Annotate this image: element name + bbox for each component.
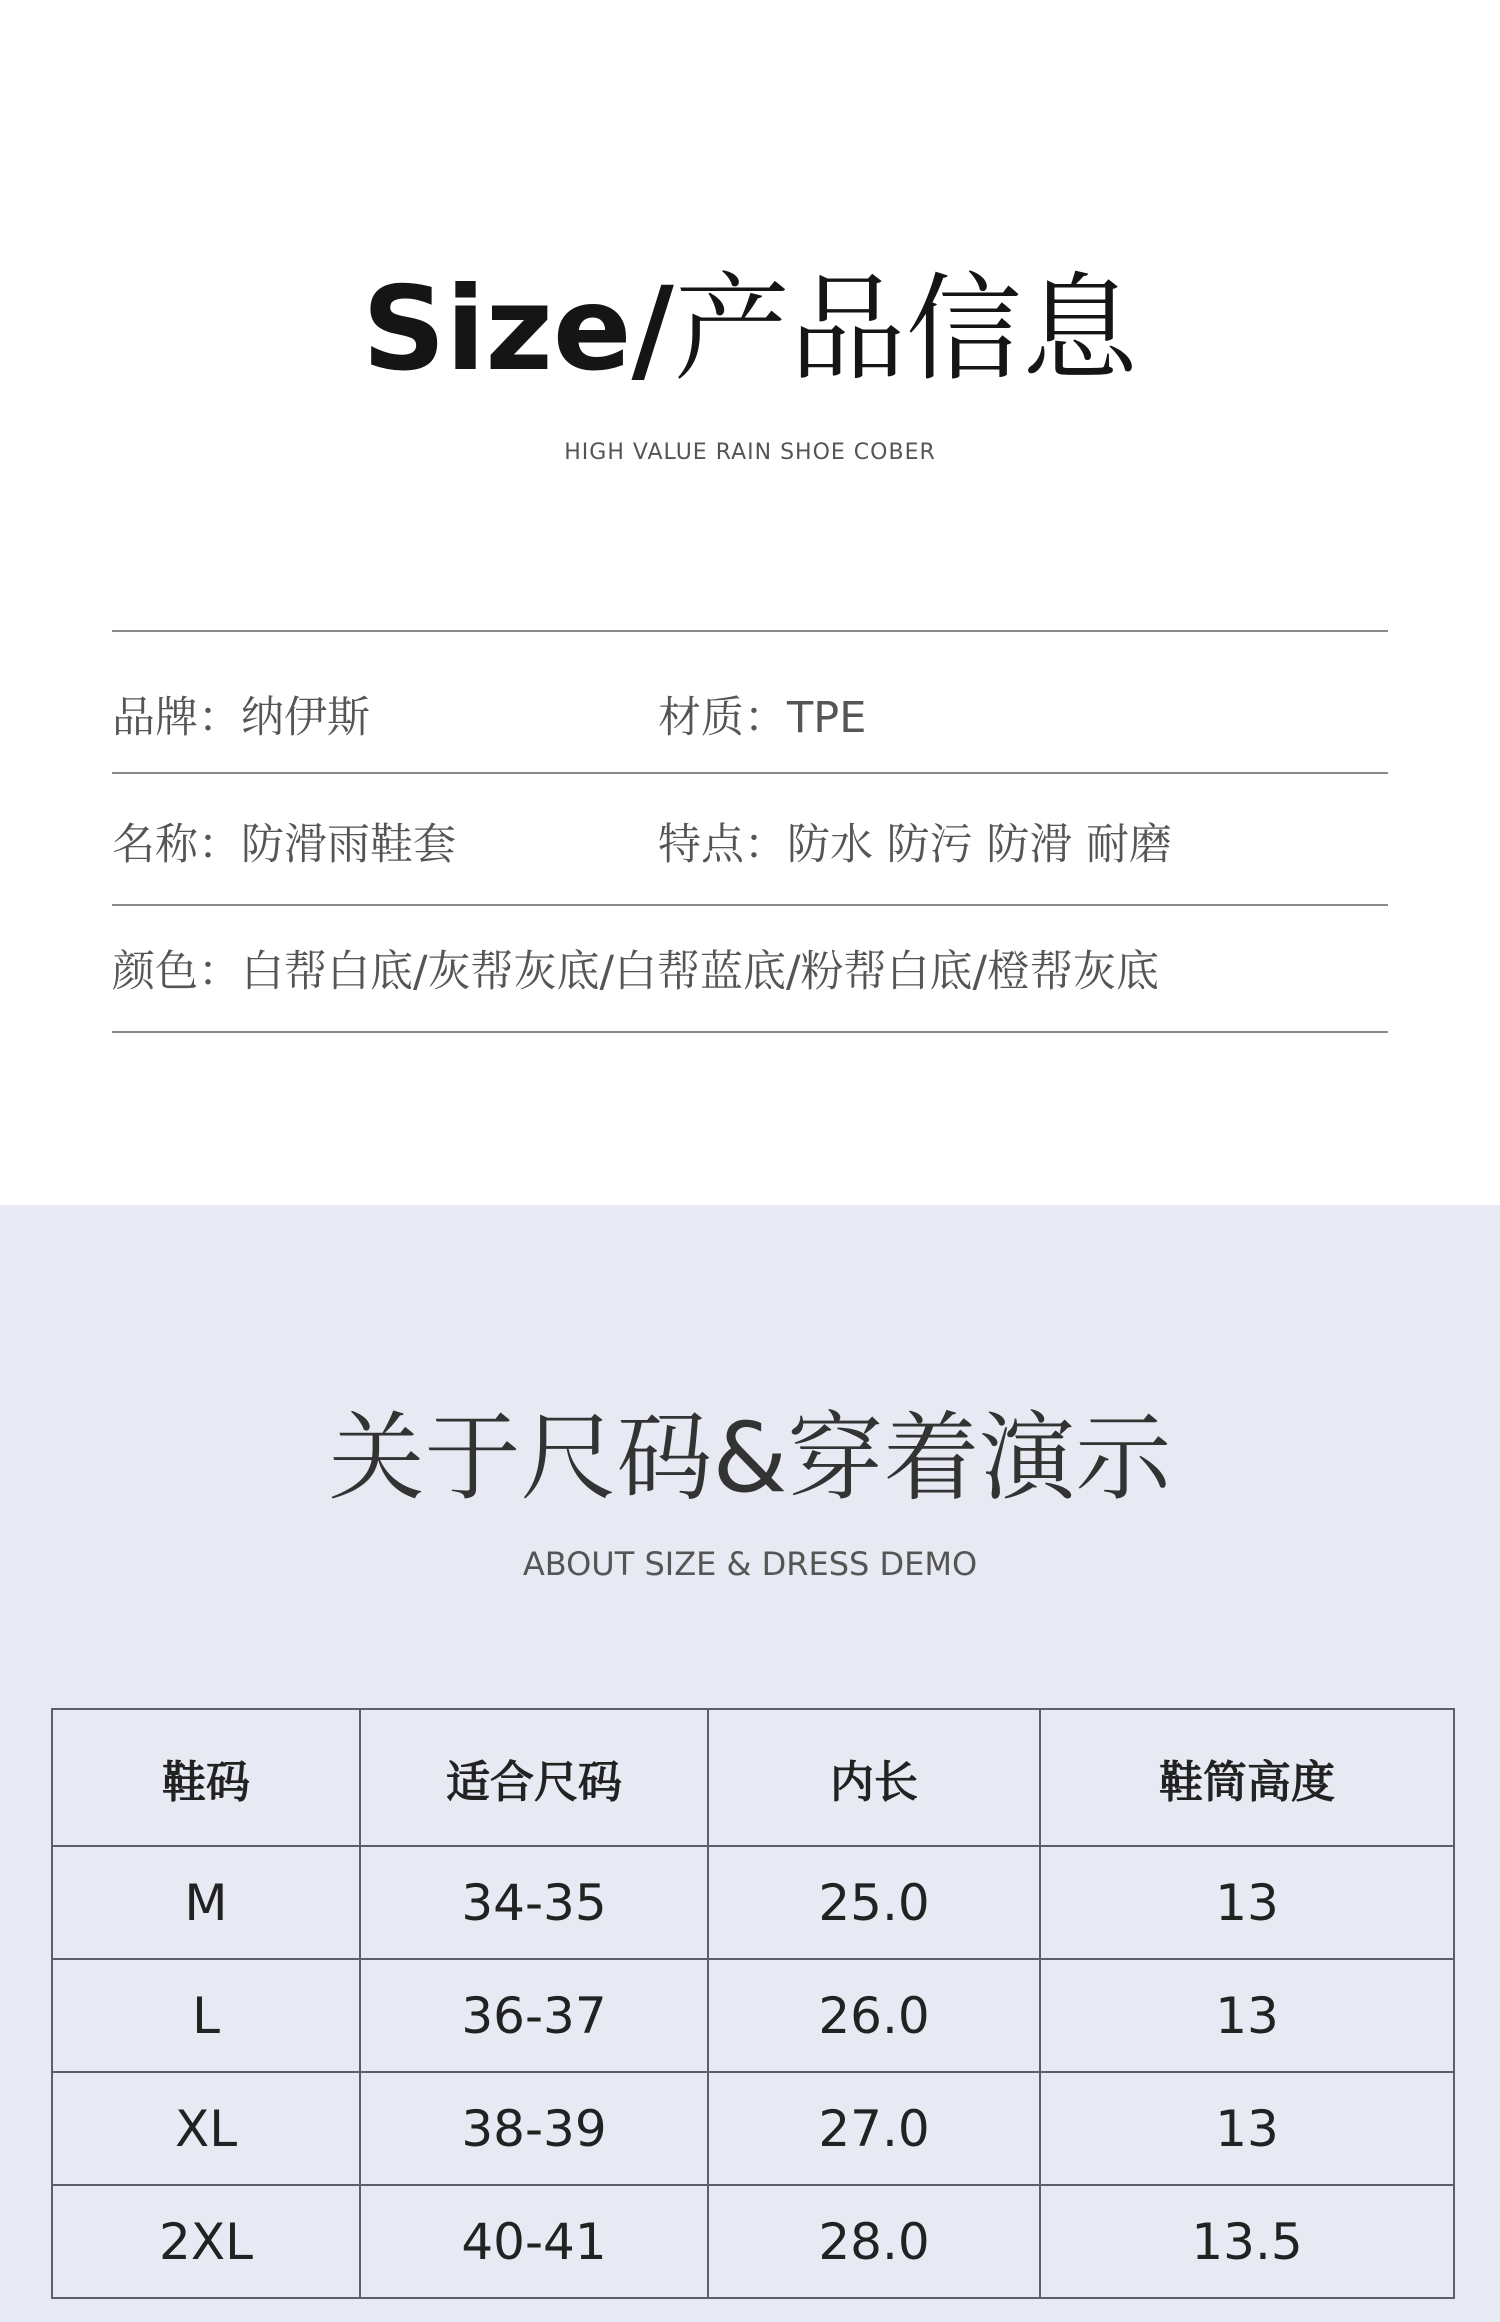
table-cell: 34-35 [360,1846,708,1959]
header-fit-size: 适合尺码 [360,1709,708,1846]
table-cell: XL [52,2072,360,2185]
page-title-en: Size/ [362,262,674,397]
header-shoe-size: 鞋码 [52,1709,360,1846]
page-title [0,255,1500,405]
table-cell: 13 [1040,1959,1454,2072]
table-header-row [52,1709,1454,1846]
table-cell: 38-39 [360,2072,708,2185]
table-cell: 2XL [52,2185,360,2298]
size-table [51,1708,1455,2299]
name-info: 名称：防滑雨鞋套 [112,820,456,870]
table-cell: 27.0 [708,2072,1040,2185]
table-cell: 13.5 [1040,2185,1454,2298]
table-cell: 40-41 [360,2185,708,2298]
table-cell: 28.0 [708,2185,1040,2298]
features-info: 特点：防水 防污 防滑 耐磨 [658,820,1173,870]
table-cell: 26.0 [708,1959,1040,2072]
table-row [52,1846,1454,1959]
material-info: 材质：TPE [658,693,867,743]
table-row [52,1959,1454,2072]
page-title-cn: 产品信息 [673,262,1138,397]
divider [112,772,1388,774]
divider [112,630,1388,632]
size-section-title: 关于尺码&穿着演示 [328,1402,1172,1514]
size-section-subtitle: ABOUT SIZE & DRESS DEMO [522,1545,978,1583]
colors-info: 颜色：白帮白底/灰帮灰底/白帮蓝底/粉帮白底/橙帮灰底 [112,947,1159,997]
page-subtitle: HIGH VALUE RAIN SHOE COBER [564,440,936,465]
brand-info: 品牌：纳伊斯 [112,693,370,743]
table-row [52,2185,1454,2298]
header-shaft-height: 鞋筒高度 [1040,1709,1454,1846]
divider [112,1031,1388,1033]
table-cell: 13 [1040,2072,1454,2185]
table-cell: 13 [1040,1846,1454,1959]
divider [112,904,1388,906]
table-cell: M [52,1846,360,1959]
table-row [52,2072,1454,2185]
header-inner-length: 内长 [708,1709,1040,1846]
table-cell: L [52,1959,360,2072]
table-cell: 25.0 [708,1846,1040,1959]
table-cell: 36-37 [360,1959,708,2072]
